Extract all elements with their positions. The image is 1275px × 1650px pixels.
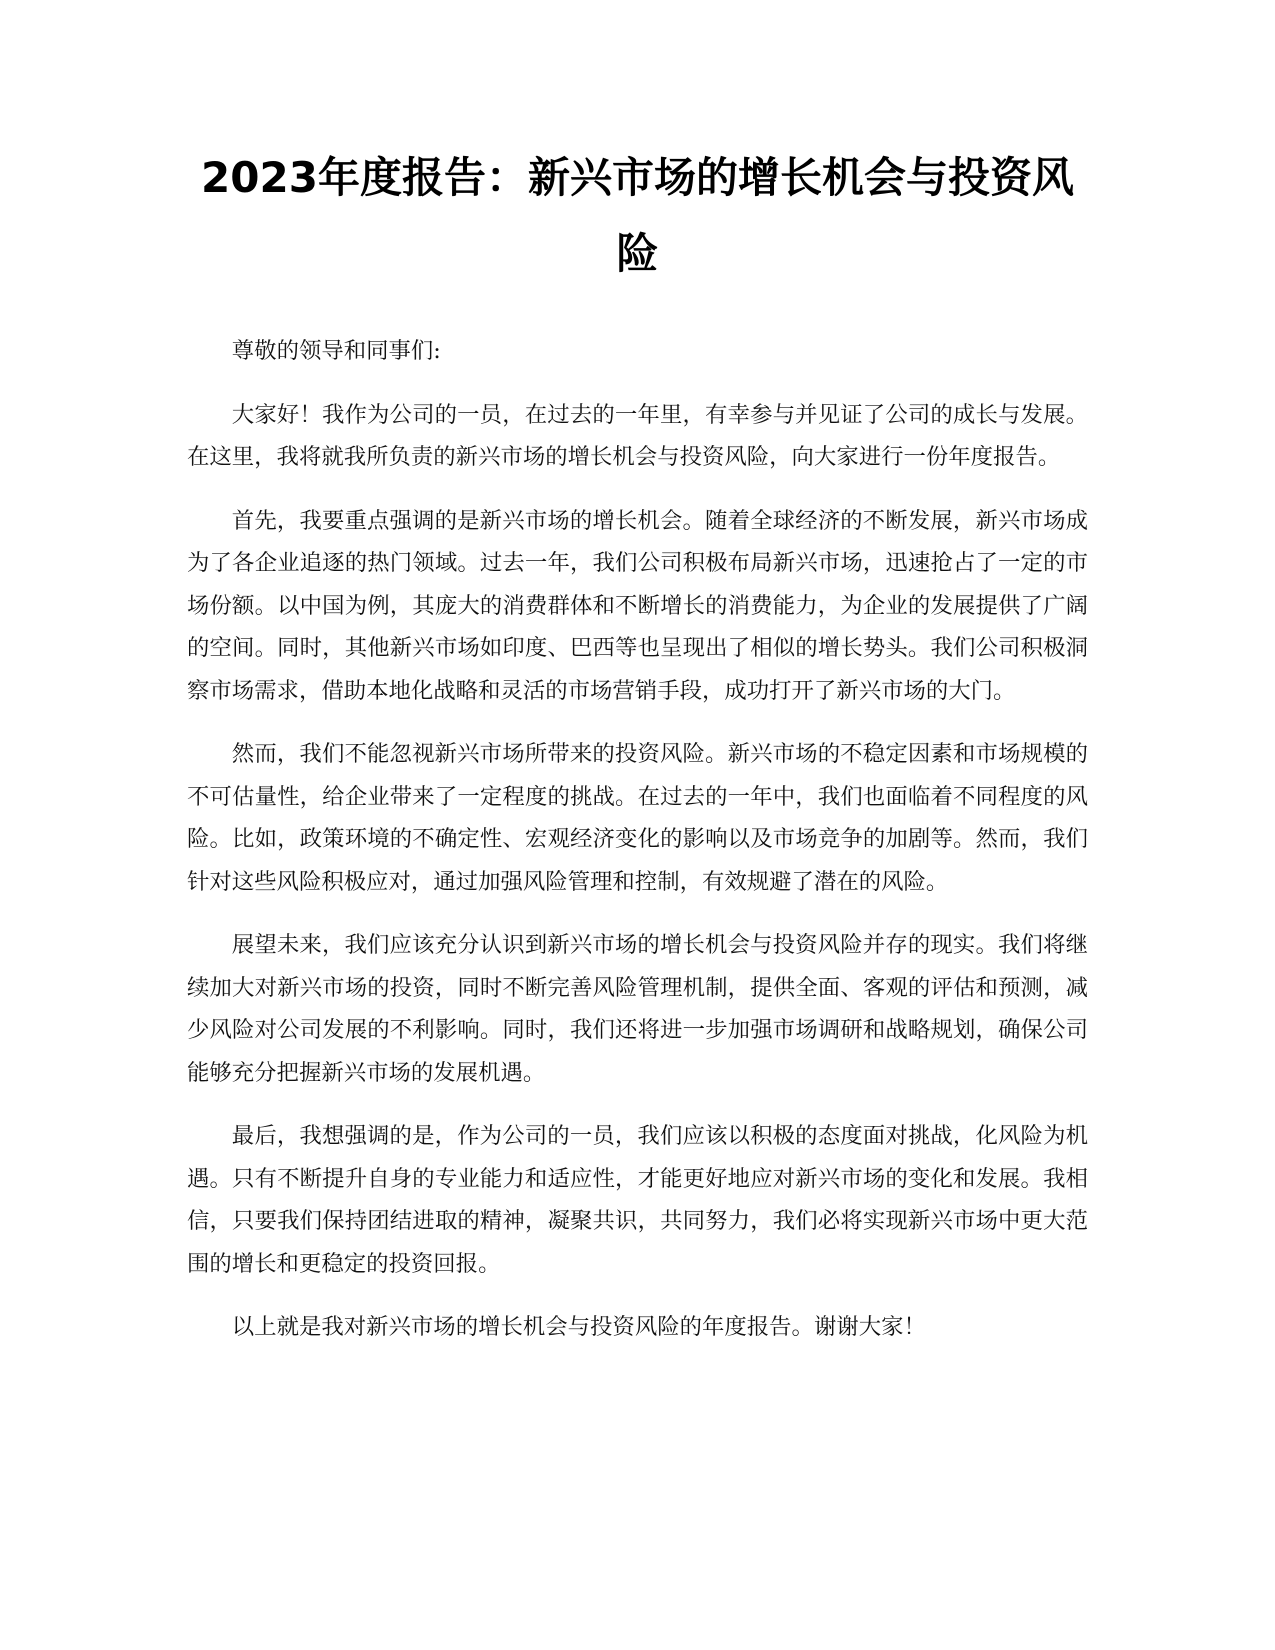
paragraph-intro: 大家好！我作为公司的一员，在过去的一年里，有幸参与并见证了公司的成长与发展。在这里，我将就我所负责的新兴市场的增长机会与投资风险，向大家进行一份年度报告。 [187, 401, 1088, 470]
paragraph-closing: 最后，我想强调的是，作为公司的一员，我们应该以积极的态度面对挑战，化风险为机遇。只有不断提升自身的专业能力和适应性，才能更好地应对新兴市场的变化和发展。我相信，只要我们保持团结进取的精神，凝聚共识，共同努力，我们必将实现新兴市场中更大范围的增长和更稳定的投资回报。 [187, 1123, 1088, 1277]
salutation: 尊敬的领导和同事们: [231, 338, 441, 364]
document-body [187, 330, 1088, 1349]
paragraph-risks: 然而，我们不能忽视新兴市场所带来的投资风险。新兴市场的不稳定因素和市场规模的不可估量性，给企业带来了一定程度的挑战。在过去的一年中，我们也面临着不同程度的风险。比如，政策环境的不确定性、宏观经济变化的影响以及市场竞争的加剧等。然而，我们针对这些风险积极应对，通过加强风险管理和控制，有效规避了潜在的风险。 [187, 741, 1088, 895]
paragraph-outlook: 展望未来，我们应该充分认识到新兴市场的增长机会与投资风险并存的现实。我们将继续加大对新兴市场的投资，同时不断完善风险管理机制，提供全面、客观的评估和预测，减少风险对公司发展的不利影响。同时，我们还将进一步加强市场调研和战略规划，确保公司能够充分把握新兴市场的发展机遇。 [187, 932, 1088, 1086]
document-title: 2023年度报告：新兴市场的增长机会与投资风险 [201, 153, 1074, 278]
paragraph-opportunities: 首先，我要重点强调的是新兴市场的增长机会。随着全球经济的不断发展，新兴市场成为了各企业追逐的热门领域。过去一年，我们公司积极布局新兴市场，迅速抢占了一定的市场份额。以中国为例，其庞大的消费群体和不断增长的消费能力，为企业的发展提供了广阔的空间。同时，其他新兴市场如印度、巴西等也呈现出了相似的增长势头。我们公司积极洞察市场需求，借助本地化战略和灵活的市场营销手段，成功打开了新兴市场的大门。 [187, 507, 1088, 704]
paragraph-thanks: 以上就是我对新兴市场的增长机会与投资风险的年度报告。谢谢大家！ [231, 1314, 926, 1340]
